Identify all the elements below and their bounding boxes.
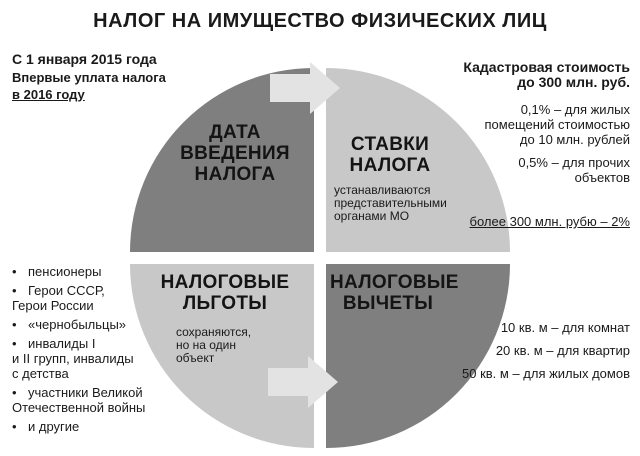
deduction-apartment: 20 кв. м – для квартир [495,343,630,358]
quadrant-rates-note-line: устанавливаются [334,183,431,197]
list-item-text: участники Великой [28,385,143,400]
list-item-text: Герои России [12,298,94,313]
page-title: НАЛОГ НА ИМУЩЕСТВО ФИЗИЧЕСКИХ ЛИЦ [93,10,547,32]
list-item-text: и другие [28,419,80,434]
quadrant-benefits-note-line: но на один [176,338,237,352]
bullet-icon: • [12,317,17,332]
quadrant-benefits-note-line: сохраняются, [176,325,252,339]
bullet-icon: • [12,385,17,400]
bullet-icon: • [12,419,17,434]
first-payment-text: Впервые уплата налога [12,70,166,85]
list-item [12,283,172,313]
quadrant-date-label [170,122,300,185]
rate-residential-line: помещений стоимостью [484,117,630,132]
quadrant-deductions-line: ВЫЧЕТЫ [342,293,434,314]
quadrant-date-line: ВВЕДЕНИЯ [180,143,290,164]
list-item-text: с детства [12,366,69,381]
list-item [12,385,172,415]
quadrant-rates-note-line: представительными [334,196,447,210]
list-item-text: пенсионеры [28,264,102,279]
quadrant-benefits-line: ЛЬГОТЫ [182,293,268,314]
quadrant-rates-note [334,184,447,223]
deductions-list [430,320,630,381]
deduction-room: 10 кв. м – для комнат [500,320,630,335]
benefits-list [12,264,172,438]
quadrant-date-line: ДАТА [209,122,261,143]
list-item-text: и II групп, инвалиды [12,351,134,366]
rate-residential-line: 0,1% – для жилых [520,102,630,117]
first-payment-year: в 2016 году [12,87,85,102]
list-item [12,317,172,332]
list-item-text: «чернобыльцы» [28,317,127,332]
quadrant-rates-line: НАЛОГА [349,155,431,176]
bullet-icon: • [12,336,17,351]
quadrant-rates-label [330,134,450,176]
list-item [12,419,172,434]
cadastral-heading: Кадастровая стоимость [463,59,630,75]
rate-over-300m: более 300 млн. рубю – 2% [469,214,630,229]
cadastral-heading-limit: до 300 млн. руб. [517,74,630,90]
quadrant-rates-note-line: органами МО [334,209,410,223]
rate-other-line: 0,5% – для прочих [518,155,630,170]
start-date-text: С 1 января 2015 года [12,51,157,67]
quadrant-deductions-label [330,272,459,314]
quadrant-benefits-note-line: объект [176,351,215,365]
list-item-text: Отечественной войны [12,400,146,415]
quadrant-benefits-label [150,272,300,314]
quadrant-deductions-line: НАЛОГОВЫЕ [330,272,459,293]
quadrant-date-line: НАЛОГА [194,164,276,185]
list-item [12,336,172,381]
rate-residential-line: до 10 млн. рублей [519,132,630,147]
rate-other-line: объектов [574,170,630,185]
deduction-house: 50 кв. м – для жилых домов [462,366,630,381]
quadrant-rates-line: СТАВКИ [350,134,430,155]
bullet-icon: • [12,283,17,298]
list-item-text: инвалиды I [28,336,96,351]
list-item-text: Герои СССР, [28,283,105,298]
quadrant-benefits-line: НАЛОГОВЫЕ [160,272,290,293]
bullet-icon: • [12,264,17,279]
quadrant-benefits-note [176,326,251,365]
list-item [12,264,172,279]
